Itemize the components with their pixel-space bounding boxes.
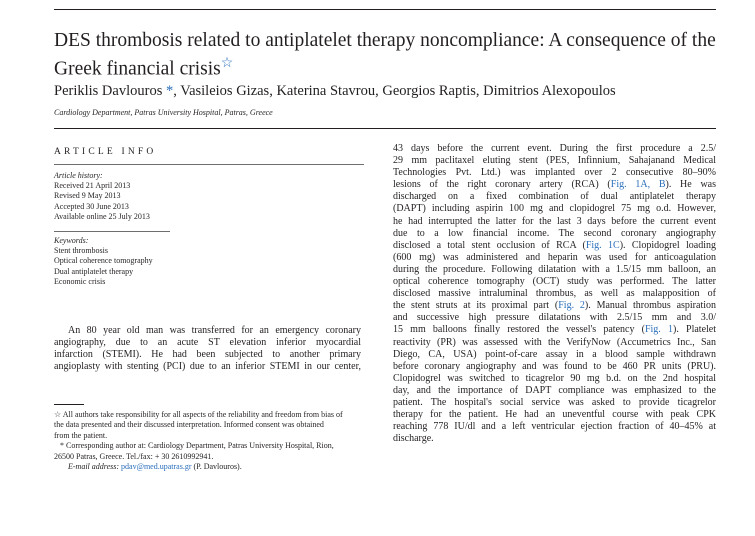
top-rule <box>54 9 716 10</box>
body-text: ). Platelet <box>673 324 716 336</box>
fig-1ab-link[interactable]: Fig. 1A, B <box>610 179 666 191</box>
body-line: 29 mm paclitaxel eluting stent (PES, Infinnium, Sahajanand Medical <box>393 155 716 167</box>
body-line: therapy for the patient. He had an uneventful course with peak CPK <box>393 409 716 421</box>
body-line: Technologies Pvt. Ltd.) was implanted over 2 consecutive 80–90% <box>393 167 716 179</box>
intro-line: infarction (STEMI). He had been subjected to another primary <box>54 349 361 360</box>
keyword-item: Stent thrombosis <box>54 246 109 256</box>
body-line: disclosed massive intraluminal thrombus, as well as malapposition of <box>393 288 716 300</box>
body-line: reaching 778 IU/dl and a left ventricular ejection fraction of 40–45% at <box>393 421 716 433</box>
body-line <box>393 324 716 336</box>
other-authors: , Vasileios Gizas, Katerina Stavrou, Georgios Raptis, Dimitrios Alexopoulos <box>173 83 616 99</box>
body-text: the stent struts at its proximal part ( <box>393 300 559 312</box>
body-text: ). Clopidogrel loading <box>619 239 716 251</box>
body-text: disclosed a total stent occlusion of RCA ( <box>393 239 586 251</box>
article-info-rule <box>54 164 364 165</box>
body-line: Clopidogrel was switched to ticagrelor 90 mg b.d. on the 2nd hospital <box>393 372 716 384</box>
keywords <box>54 236 153 287</box>
footnote-line: * Corresponding author at: Cardiology Department, Patras University Hospital, Rion, <box>60 441 334 451</box>
intro-line: angiography, due to an acute ST elevation inferior myocardial <box>54 337 361 348</box>
email-link[interactable]: pdav@med.upatras.gr <box>121 462 192 472</box>
keyword-item: Dual antiplatelet therapy <box>54 266 134 276</box>
header-bottom-rule <box>54 128 716 129</box>
keyword-item: Optical coherence tomography <box>54 256 153 266</box>
body-text: ). Manual thrombus aspiration <box>584 300 717 312</box>
body-line: he had interrupted the latter for the last 3 days before the current event <box>393 215 716 227</box>
body-line: (600 mg) was administered and heparin was used for anticoagulation <box>393 251 716 263</box>
fig-1c-link[interactable]: Fig. 1C <box>585 239 620 251</box>
title-footnote-star-icon[interactable]: ☆ <box>220 56 234 71</box>
body-line: during the procedure. Following dilatation with a 1.5/15 mm balloon, an <box>393 263 716 275</box>
article-history-heading: Article history: <box>54 171 103 180</box>
footnotes <box>54 410 364 472</box>
corresponding-author-asterisk[interactable]: * <box>162 83 174 99</box>
body-line: (DAPT) including aspirin 100 mg and clopidogrel 75 mg o.d. However, <box>393 203 716 215</box>
footnote-line: 26500 Patras, Greece. Tel./fax: + 30 2610992941. <box>54 451 214 461</box>
footnote-rule <box>54 404 84 405</box>
body-line: before coronary angiography and was found to be 460 PR units (PRU). <box>393 360 716 372</box>
body-text: 15 mm balloons finally restored the vessel's patency ( <box>393 324 645 336</box>
body-line: patient. The hospital's social service was asked to provide ticagrelor <box>393 396 716 408</box>
keyword-item: Economic crisis <box>54 276 106 286</box>
body-line: due to a low financial income. The second coronary angiography <box>393 227 716 239</box>
body-line <box>393 300 716 312</box>
article-info-heading: ARTICLE INFO <box>54 147 157 157</box>
body-line: reactivity (PR) was assessed with the VerifyNow (Accumetrics Inc., San <box>393 336 716 348</box>
article-history <box>54 171 150 222</box>
intro-paragraph <box>54 325 361 373</box>
body-line <box>393 179 716 191</box>
history-online: Available online 25 July 2013 <box>54 211 150 221</box>
body-line <box>393 240 716 252</box>
fig-1-link[interactable]: Fig. 1 <box>644 324 673 336</box>
title-line-1: DES thrombosis related to antiplatelet therapy noncompliance: A consequence of the <box>54 30 716 51</box>
footnote-line: ☆ All authors take responsibility for all aspects of the reliability and freedom from bias of <box>54 410 343 419</box>
intro-line: An 80 year old man was transferred for an emergency coronary <box>68 325 361 336</box>
body-line: discharge. <box>393 433 434 445</box>
body-line: Diego, CA, USA) point-of-care assay in a blood sample withdrawn <box>393 348 716 360</box>
email-label: E-mail address: <box>68 462 120 472</box>
keywords-rule <box>54 231 170 232</box>
body-text: lesions of the right coronary artery (RCA) ( <box>393 179 611 191</box>
title-line-2: Greek financial crisis <box>54 58 221 80</box>
body-text: ). He was <box>665 179 716 191</box>
history-revised: Revised 9 May 2013 <box>54 191 121 201</box>
history-received: Received 21 April 2013 <box>54 181 131 191</box>
email-line <box>54 462 364 472</box>
intro-line: angioplasty with stenting (PCI) due to an inferior STEMI in our center, <box>54 361 361 372</box>
body-line: 43 days before the current event. During the first procedure a 2.5/ <box>393 143 716 154</box>
footnote-line: from the patient. <box>54 430 108 440</box>
article-title <box>54 29 724 81</box>
author-list <box>54 83 616 100</box>
keywords-heading: Keywords: <box>54 236 89 245</box>
body-line: optical coherence tomography (OCT) study was performed. The latter <box>393 276 716 288</box>
body-paragraph <box>393 143 716 445</box>
footnote-line: the data presented and their discussed interpretation. Informed consent was obtained <box>54 420 324 430</box>
affiliation: Cardiology Department, Patras University Hospital, Patras, Greece <box>54 108 273 117</box>
history-accepted: Accepted 30 June 2013 <box>54 201 129 211</box>
body-line: day, and the importance of DAPT compliance was emphasized to the <box>393 384 716 396</box>
fig-2-link[interactable]: Fig. 2 <box>558 300 585 312</box>
email-suffix: (P. Davlouros). <box>191 462 242 472</box>
body-line: and successive high pressure dilatations with 2.5/15 mm and 3.0/ <box>393 312 716 324</box>
first-author: Periklis Davlouros <box>54 83 163 99</box>
body-line: discharged on a fixed combination of dual antiplatelet therapy <box>393 191 716 203</box>
